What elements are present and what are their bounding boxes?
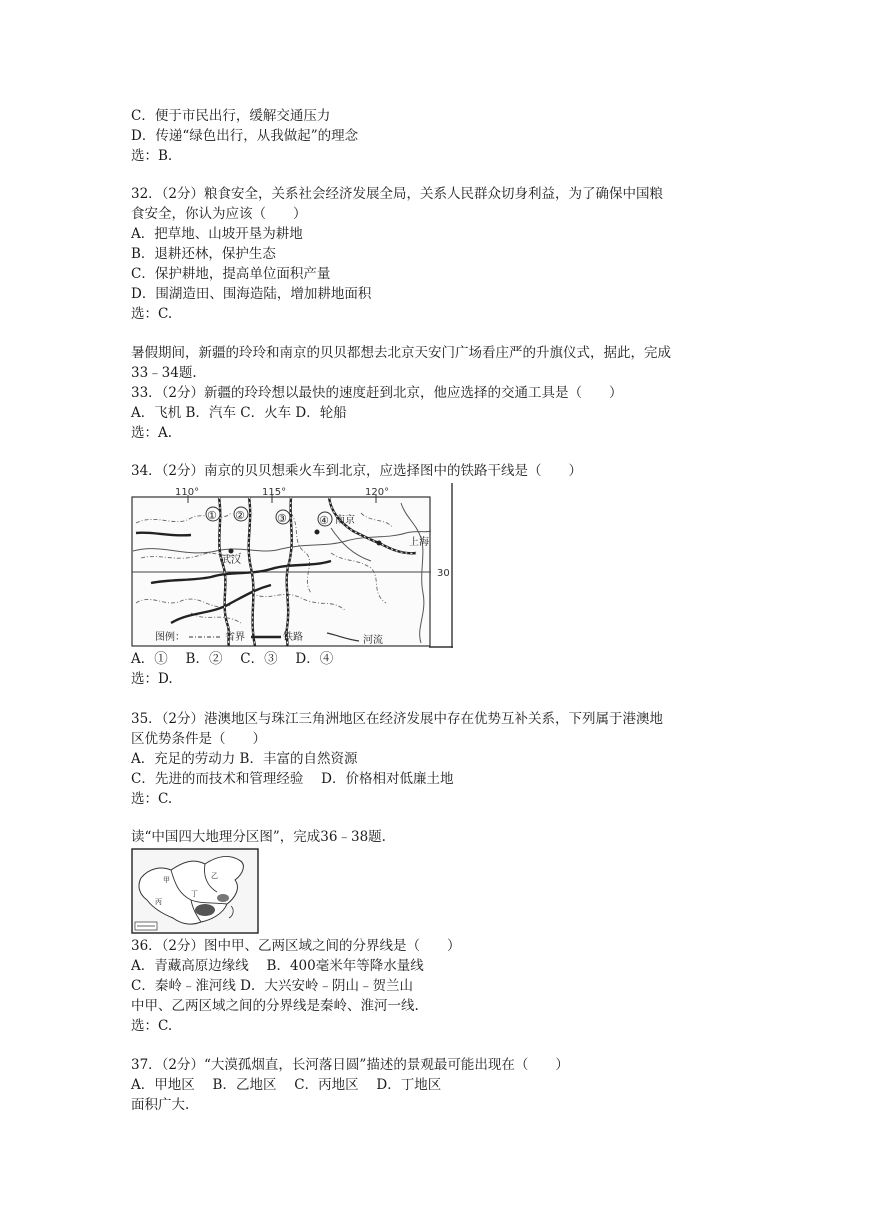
map1-legend-province: 省界 [225, 632, 245, 643]
map1-legend-railway: 铁路 [283, 632, 303, 643]
china-regions-map [131, 848, 259, 934]
map1-city-wuhan: 武汉 [221, 555, 241, 566]
intro-33-34-line-2: 33﹣34题. [131, 365, 197, 381]
map2-label-c: 丙 [155, 898, 162, 906]
map1-lon-115: 115° [262, 487, 287, 498]
q32-stem-line-1: 32．（2分）粮食安全，关系社会经济发展全局，关系人民群众切身利益，为了确保中国粮 [131, 186, 664, 202]
q35-answer: 选：C. [131, 791, 173, 807]
map2-label-a: 甲 [163, 876, 170, 884]
map1-lon-120: 120° [365, 487, 390, 498]
q32-answer: 选：C. [131, 306, 173, 322]
q36-explanation: 中甲、乙两区域之间的分界线是秦岭、淮河一线. [131, 998, 419, 1014]
q36-options-cd: C．秦岭﹣淮河线 D．大兴安岭﹣阴山﹣贺兰山 [131, 978, 413, 994]
map2-label-d: 丁 [191, 890, 198, 898]
q31-option-c: C．便于市民出行，缓解交通压力 [131, 108, 331, 124]
map1-mark-3: ③ [277, 512, 287, 525]
q35-stem-line-1: 35．（2分）港澳地区与珠江三角洲地区在经济发展中存在优势互补关系，下列属于港澳地 [131, 711, 664, 727]
q37-stem: 37．（2分）“大漠孤烟直，长河落日圆”描述的景观最可能出现在（ ） [131, 1057, 569, 1073]
map1-mark-4: ④ [319, 514, 329, 527]
map1-mark-1: ① [207, 509, 217, 522]
q35-stem-line-2: 区优势条件是（ ） [131, 731, 266, 747]
q34-answer: 选：D. [131, 671, 173, 687]
map1-legend-title: 图例： [155, 632, 185, 643]
map1-city-shanghai: 上海 [409, 537, 429, 548]
intro-36-38: 读“中国四大地理分区图”，完成36﹣38题. [131, 829, 386, 845]
q32-option-c: C．保护耕地，提高单位面积产量 [131, 266, 331, 282]
map1-lat-30: 30 [437, 568, 450, 579]
map1-city-nanjing: 南京 [335, 515, 355, 526]
map1-legend-river: 河流 [363, 635, 383, 646]
map1-lon-110: 110° [175, 487, 200, 498]
map1-mark-2: ② [235, 509, 245, 522]
q33-options: A．飞机 B．汽车 C．火车 D．轮船 [131, 405, 347, 421]
intro-33-34-line-1: 暑假期间，新疆的玲玲和南京的贝贝都想去北京天安门广场看庄严的升旗仪式，据此，完成 [131, 345, 671, 361]
q32-stem-line-2: 食安全，你认为应该（ ） [131, 206, 307, 222]
railway-map [131, 483, 453, 648]
q34-stem: 34．（2分）南京的贝贝想乘火车到北京，应选择图中的铁路干线是（ ） [131, 463, 583, 479]
q36-stem: 36．（2分）图中甲、乙两区域之间的分界线是（ ） [131, 938, 461, 954]
q36-answer: 选：C. [131, 1018, 173, 1034]
q37-options: A．甲地区 B．乙地区 C．丙地区 D．丁地区 [131, 1077, 442, 1093]
q36-options-ab: A．青藏高原边缘线 B．400毫米年等降水量线 [131, 958, 424, 974]
q37-explanation: 面积广大. [131, 1097, 190, 1113]
q32-option-d: D．围湖造田、围海造陆，增加耕地面积 [131, 286, 372, 302]
q34-options: A．① B．② C．③ D．④ [131, 651, 334, 667]
q33-answer: 选：A. [131, 425, 173, 441]
q32-option-b: B．退耕还林，保护生态 [131, 246, 276, 262]
q35-options-ab: A．充足的劳动力 B．丰富的自然资源 [131, 751, 358, 767]
q33-stem: 33．（2分）新疆的玲玲想以最快的速度赶到北京，他应选择的交通工具是（ ） [131, 385, 623, 401]
map2-label-b: 乙 [211, 872, 218, 880]
q31-option-d: D．传递“绿色出行，从我做起”的理念 [131, 128, 359, 144]
q32-option-a: A．把草地、山坡开垦为耕地 [131, 226, 303, 242]
q31-answer: 选：B. [131, 148, 173, 164]
q35-options-cd: C．先进的而技术和管理经验 D．价格相对低廉土地 [131, 771, 454, 787]
